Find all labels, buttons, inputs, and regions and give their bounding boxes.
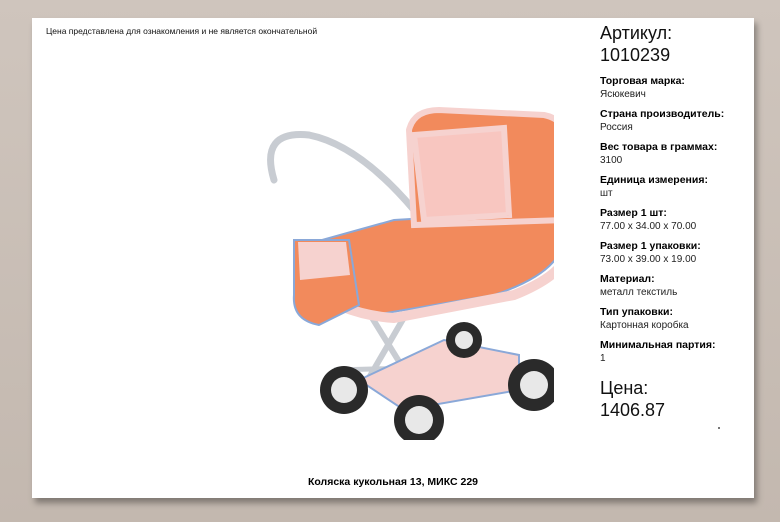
spec-value: 1 — [600, 353, 606, 364]
small-dot-mark — [718, 427, 720, 429]
spec-value: 73.00 x 39.00 x 19.00 — [600, 254, 697, 265]
spec-material — [600, 272, 760, 299]
spec-value: Ясюкевич — [600, 89, 646, 100]
price-value: 1406.87 — [600, 400, 666, 420]
spec-value: Картонная коробка — [600, 320, 689, 331]
price-block — [600, 377, 760, 421]
article-label: Артикул: — [600, 23, 673, 43]
spec-unit — [600, 173, 760, 200]
spec-value: шт — [600, 188, 613, 199]
spec-label: Материал: — [600, 273, 655, 285]
spec-panel — [600, 22, 760, 421]
product-sheet — [32, 18, 754, 498]
spec-label: Минимальная партия: — [600, 339, 716, 351]
price-disclaimer: Цена представлена для ознакомления и не является окончательной — [46, 26, 318, 36]
article-number: 1010239 — [600, 45, 671, 65]
spec-value: 3100 — [600, 155, 623, 166]
spec-label: Тип упаковки: — [600, 306, 673, 318]
price-label: Цена: — [600, 378, 649, 398]
spec-label: Единица измерения: — [600, 174, 708, 186]
spec-min-order — [600, 338, 760, 365]
spec-label: Страна производитель: — [600, 108, 725, 120]
spec-weight — [600, 140, 760, 167]
spec-country — [600, 107, 760, 134]
spec-value: металл текстиль — [600, 287, 678, 298]
spec-label: Размер 1 шт: — [600, 207, 667, 219]
spec-value: 77.00 x 34.00 x 70.00 — [600, 221, 697, 232]
spec-package-type — [600, 305, 760, 332]
spec-list — [600, 74, 760, 365]
stroller-image — [264, 90, 554, 440]
spec-package-size — [600, 239, 760, 266]
spec-label: Размер 1 упаковки: — [600, 240, 701, 252]
spec-item-size — [600, 206, 760, 233]
spec-brand — [600, 74, 760, 101]
product-caption: Коляска кукольная 13, МИКС 229 — [307, 476, 479, 488]
spec-label: Торговая марка: — [600, 75, 685, 87]
spec-value: Россия — [600, 122, 633, 133]
spec-label: Вес товара в граммах: — [600, 141, 718, 153]
